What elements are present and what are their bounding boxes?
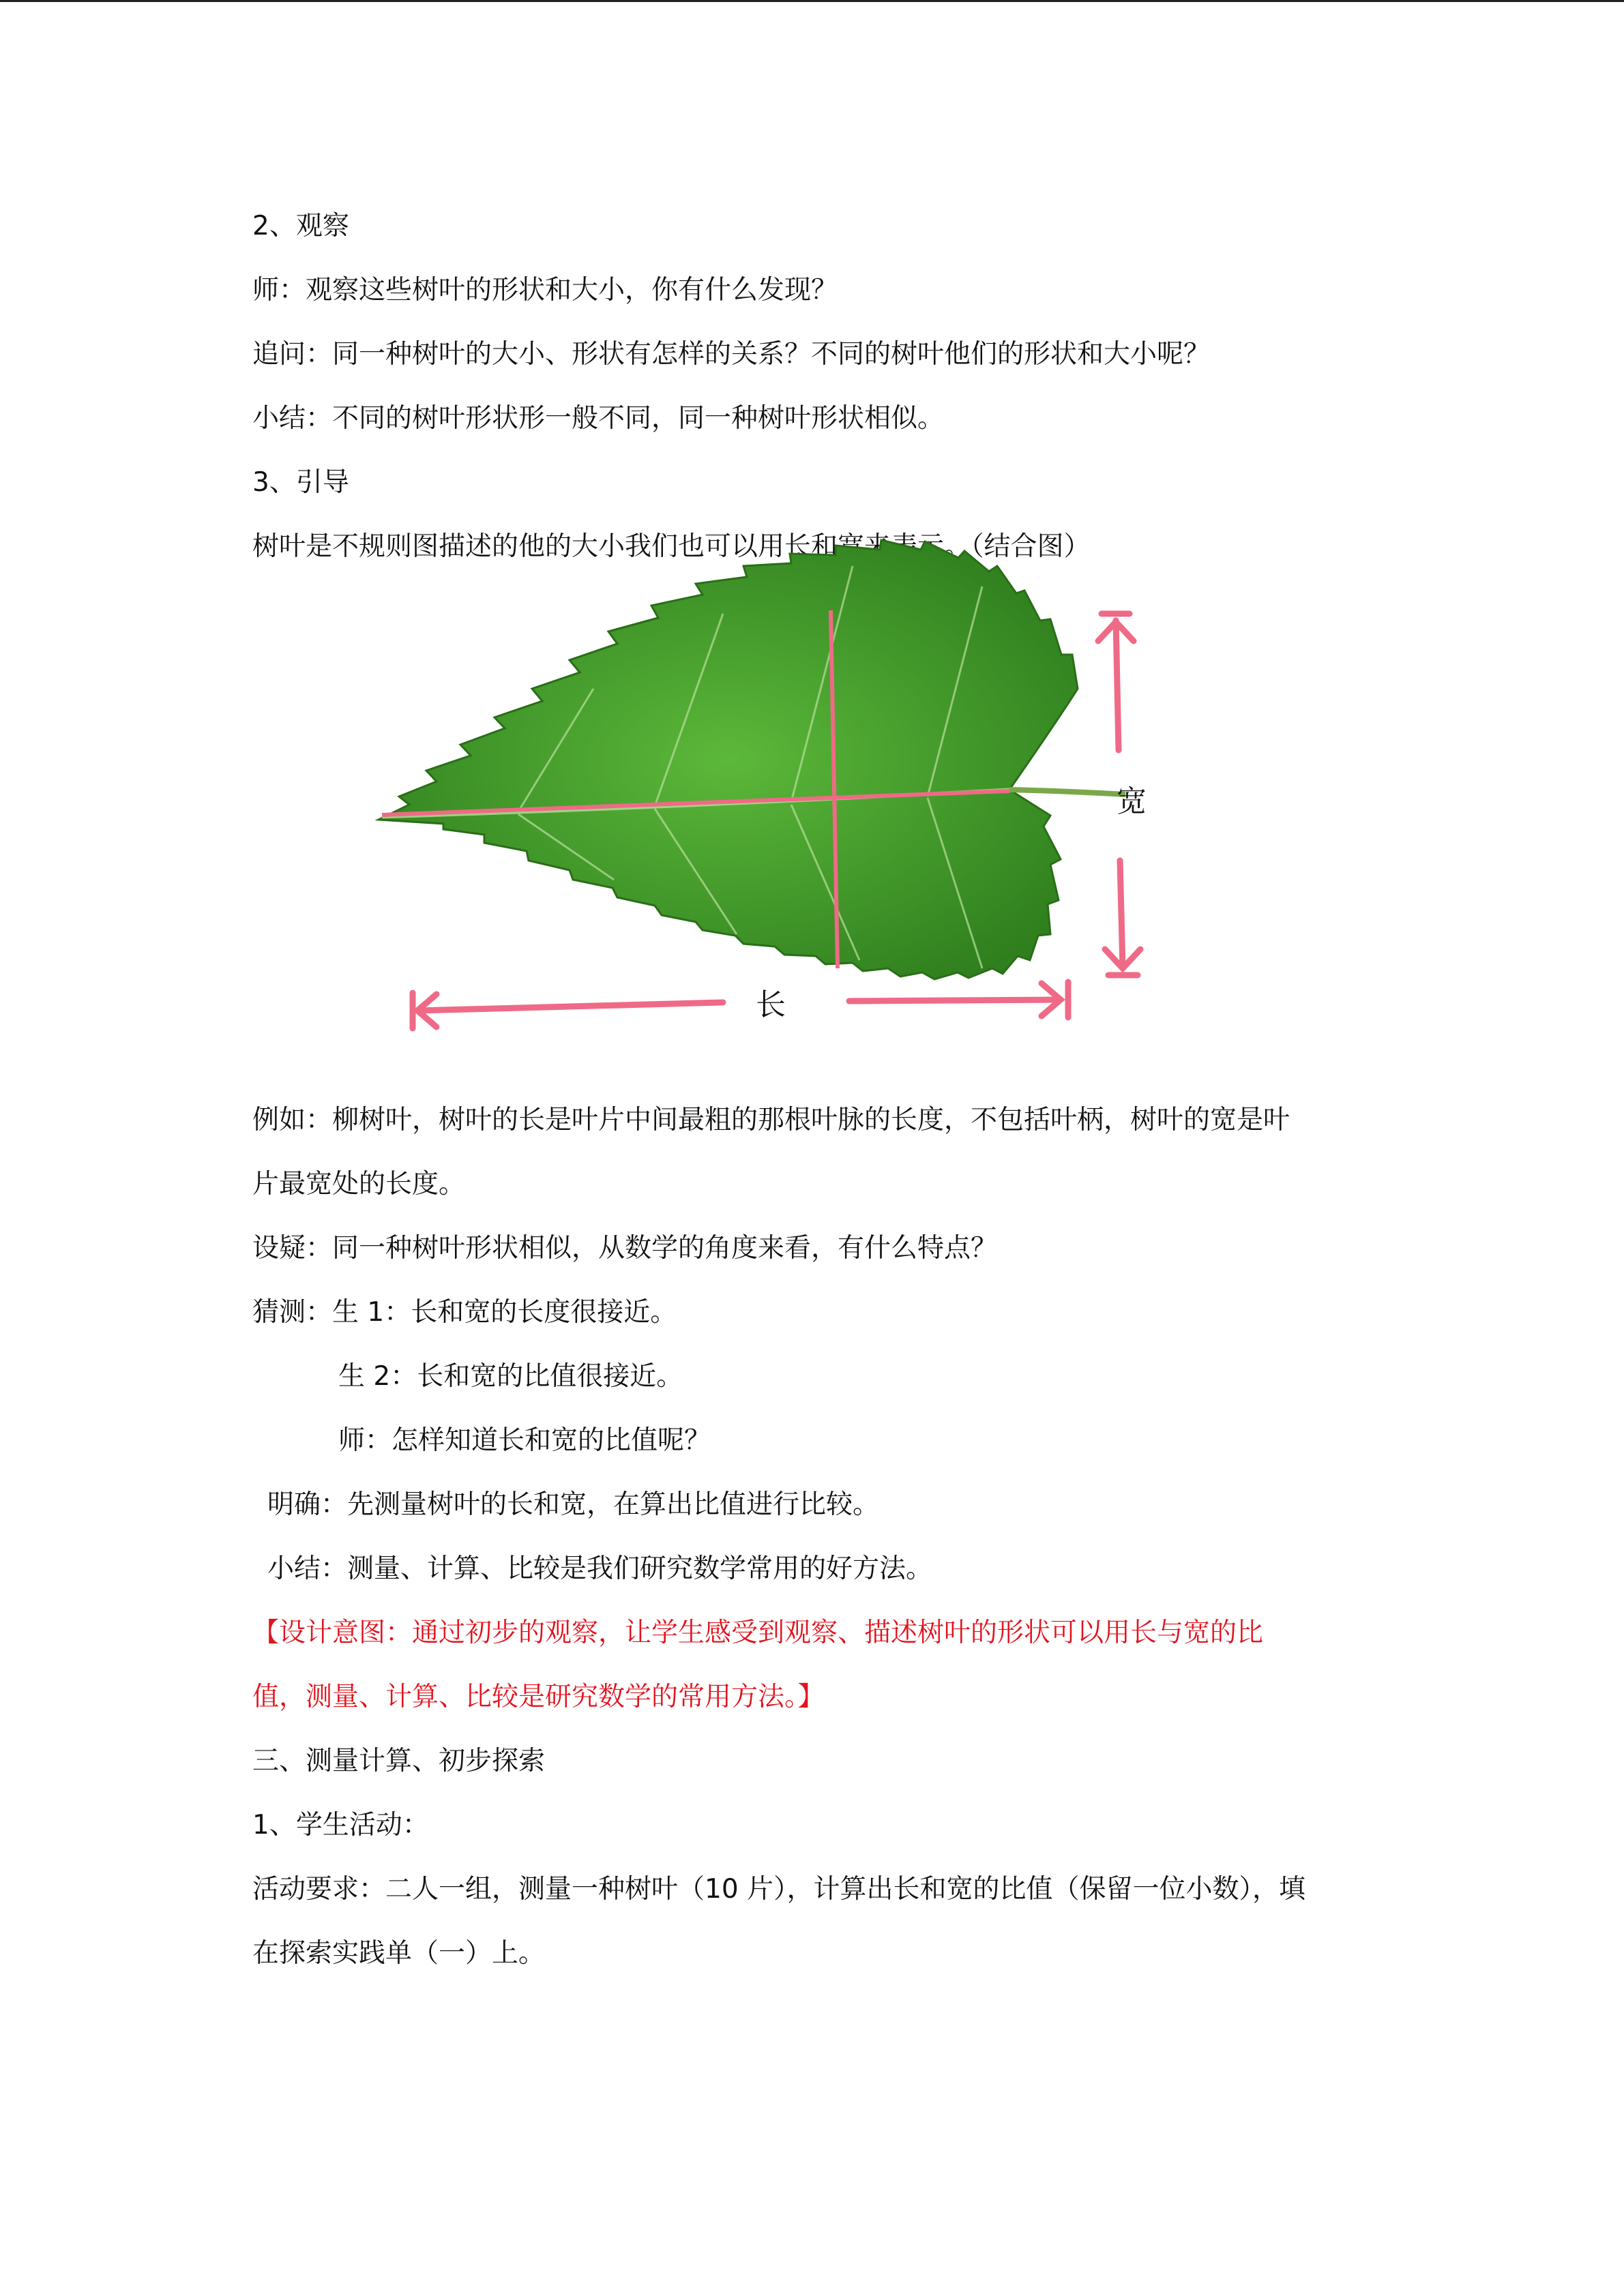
guess-student-1: 猜测：生 1：长和宽的长度很接近。	[252, 1297, 677, 1328]
activity-requirement-line-2: 在探索实践单（一）上。	[252, 1938, 546, 1969]
guess-student-2: 生 2：长和宽的比值很接近。	[338, 1361, 683, 1392]
example-line-1: 例如：柳树叶，树叶的长是叶片中间最粗的那根叶脉的长度，不包括叶柄，树叶的宽是叶	[252, 1105, 1290, 1135]
teacher-question: 师：观察这些树叶的形状和大小，你有什么发现？	[252, 275, 838, 305]
width-label: 宽	[1117, 784, 1147, 819]
clarify-text: 明确：先测量树叶的长和宽，在算出比值进行比较。	[267, 1489, 880, 1520]
follow-up-question: 追问：同一种树叶的大小、形状有怎样的关系？不同的树叶他们的形状和大小呢？	[252, 339, 1211, 370]
leaf-image	[379, 540, 1125, 979]
length-label: 长	[756, 987, 786, 1022]
guide-text: 树叶是不规则图描述的他的大小我们也可以用长和宽来表示。（结合图）	[252, 531, 1091, 562]
doubt-question: 设疑：同一种树叶形状相似，从数学的角度来看，有什么特点？	[252, 1233, 998, 1264]
summary-shape: 小结：不同的树叶形状形一般不同，同一种树叶形状相似。	[252, 403, 945, 434]
design-intent-line-1: 【设计意图：通过初步的观察，让学生感受到观察、描述树叶的形状可以用长与宽的比	[252, 1617, 1264, 1648]
section-guide-heading: 3、引导	[252, 467, 349, 498]
activity-requirement-line-1: 活动要求：二人一组，测量一种树叶（10 片），计算出长和宽的比值（保留一位小数），填	[252, 1874, 1306, 1905]
example-line-2: 片最宽处的长度。	[252, 1169, 466, 1199]
length-arrow	[413, 982, 1068, 1028]
summary-methods: 小结：测量、计算、比较是我们研究数学常用的好方法。	[267, 1553, 933, 1584]
student-activity-heading: 1、学生活动：	[252, 1810, 429, 1840]
leaf-measurement-figure	[0, 0, 1624, 1064]
section-observe-heading: 2、观察	[252, 211, 349, 241]
section-three-heading: 三、测量计算、初步探索	[252, 1746, 546, 1776]
teacher-ratio-question: 师：怎样知道长和宽的比值呢？	[338, 1425, 711, 1456]
design-intent-line-2: 值，测量、计算、比较是研究数学的常用方法。】	[252, 1682, 825, 1712]
